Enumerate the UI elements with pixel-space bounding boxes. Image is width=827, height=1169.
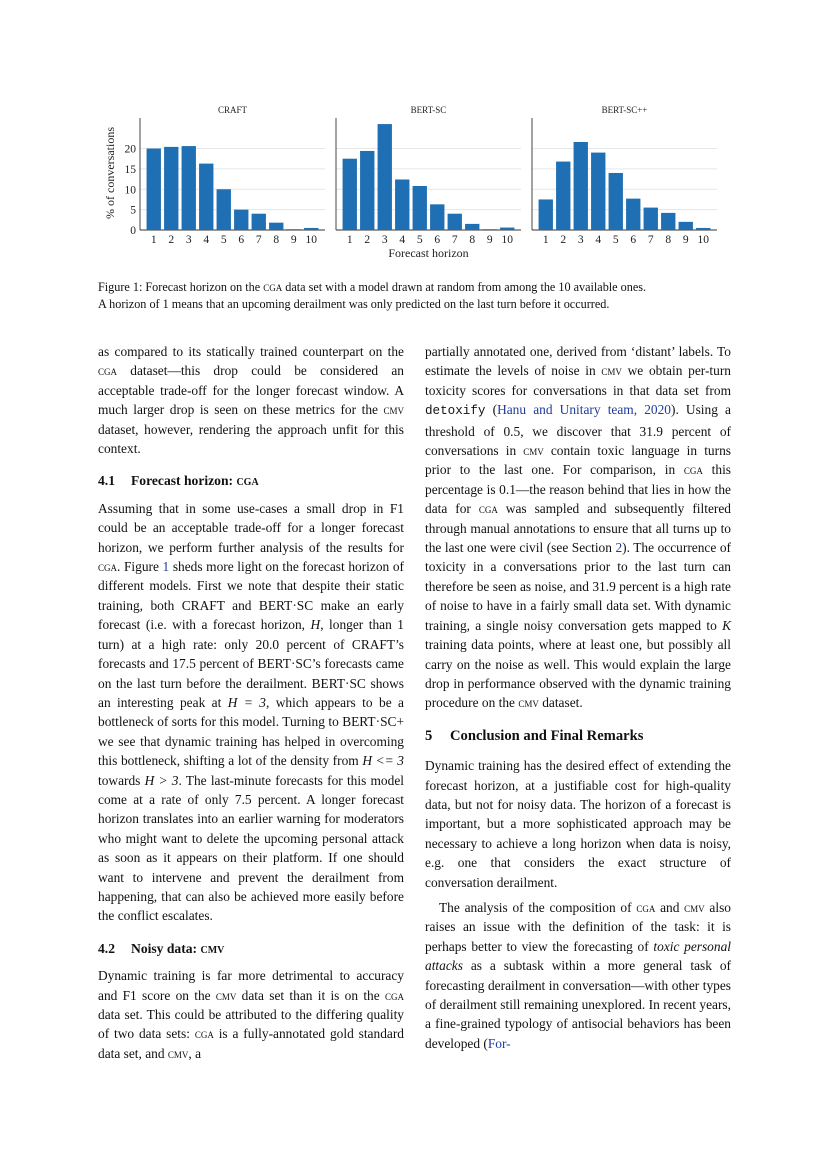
bar [483, 229, 497, 230]
y-tick-label: 10 [124, 184, 136, 197]
bar [696, 228, 710, 230]
bar [679, 222, 693, 230]
section-heading-5: 5 Conclusion and Final Remarks [425, 727, 644, 744]
x-tick-label: 10 [697, 234, 709, 246]
x-tick-label: 3 [185, 234, 192, 246]
x-tick-label: 7 [451, 234, 458, 246]
x-tick-label: 5 [220, 234, 227, 246]
x-tick-label: 10 [501, 234, 513, 246]
bar [644, 208, 658, 230]
left-column [98, 342, 404, 1063]
bar [591, 153, 605, 230]
x-tick-label: 4 [595, 234, 602, 246]
section-heading-4-2: 4.2 Noisy data: cmv [98, 940, 225, 956]
chart-title: CRAFT [217, 105, 248, 115]
bar [182, 146, 196, 230]
x-axis-label: Forecast horizon [388, 246, 469, 260]
section-heading-4-1: 4.1 Forecast horizon: cga [98, 473, 259, 489]
figure-caption [98, 279, 731, 313]
x-tick-label: 1 [346, 234, 353, 246]
x-tick-label: 6 [434, 234, 441, 246]
x-tick-label: 1 [150, 234, 157, 246]
section-reference-link[interactable]: 2 [615, 540, 623, 556]
caption-text: data set with a model drawn at random from among the 10 available ones. [282, 280, 647, 294]
paragraph: as compared to its statically trained counterpart on the cga dataset—this drop could be considered an acceptable trade-off for the longer forecast window. A much larger drop is seen on these metrics for the cmv dataset, however, rendering the approach unfit for this context. [98, 344, 404, 457]
paragraph: Dynamic training is far more detrimental to accuracy and F1 score on the cmv data set than it is on the cga data set. This could be attributed to the differing quality of two data sets: cga is a fully-annotated gold standard data set, and cmv, a [98, 968, 404, 1061]
caption-text: Figure 1: Forecast horizon on the [98, 280, 264, 294]
bar [360, 151, 374, 230]
bar [234, 210, 248, 230]
caption-text: A horizon of 1 means that an upcoming derailment was only predicted on the last turn before it occurred. [98, 297, 610, 311]
figure-1 [100, 100, 730, 275]
x-tick-label: 10 [305, 234, 317, 246]
bar [395, 179, 409, 230]
citation-link[interactable]: Hanu and Unitary team, 2020 [497, 402, 671, 418]
bar [164, 147, 178, 230]
right-column [425, 342, 731, 1053]
x-tick-label: 3 [577, 234, 584, 246]
x-tick-label: 8 [273, 234, 280, 246]
x-tick-label: 9 [682, 234, 689, 246]
bar [626, 199, 640, 230]
bar [269, 223, 283, 230]
bar [556, 162, 570, 230]
caption-dataset-name: cga [263, 280, 283, 294]
bar [304, 228, 318, 230]
x-tick-label: 5 [612, 234, 619, 246]
bar [287, 229, 301, 230]
bar [378, 124, 392, 230]
chart-title: BERT-SC++ [601, 105, 648, 115]
x-tick-label: 2 [560, 234, 567, 246]
x-tick-label: 8 [665, 234, 672, 246]
bar [539, 199, 553, 230]
bar [199, 164, 213, 230]
bar [413, 186, 427, 230]
x-tick-label: 8 [469, 234, 476, 246]
x-tick-label: 6 [238, 234, 245, 246]
bar [574, 142, 588, 230]
forecast-horizon-charts [100, 100, 730, 275]
x-tick-label: 6 [630, 234, 637, 246]
x-tick-label: 4 [203, 234, 210, 246]
bar [448, 214, 462, 230]
bar [465, 224, 479, 230]
x-tick-label: 5 [416, 234, 423, 246]
chart-panel-1 [103, 105, 325, 246]
y-tick-label: 20 [124, 143, 136, 156]
bar [217, 189, 231, 230]
x-tick-label: 3 [381, 234, 388, 246]
x-tick-label: 9 [290, 234, 297, 246]
bar [661, 213, 675, 230]
bar [252, 214, 266, 230]
paragraph: Assuming that in some use-cases a small drop in F1 could be an acceptable trade-off for a longer forecast horizon, we perform further analysis of the results for cga. Figure 1 sheds more light on the forecast horizon of different models. First we note that despite their static training, both CRAFT and BERT·SC make an early forecast (i.e. with a forecast horizon, H, longer than 1 turn) at a high rate: only 20.0 percent of CRAFT’s forecasts and 17.5 percent of BERT·SC’s forecasts came on the last turn before the derailment. BERT·SC shows an interesting peak at H = 3, which appears to be a bottleneck of sorts for this model. Turning to BERT·SC+ we see that dynamic training has helped in overcoming this bottleneck, shifting a lot of the density from H <= 3 towards H > 3. The last-minute forecasts for this model come at a rate of only 7.5 percent. A longer forecast horizon translates into an earlier warning for moderators who might want to delete the upcoming personal attack as soon as it appears on their platform. If one should want to intervene and prevent the derailment from happening, that can also be achieved more easily before the conflict escalates. [98, 500, 404, 924]
chart-panel-2 [336, 105, 521, 260]
bar [430, 204, 444, 230]
bar [147, 149, 161, 230]
bar [343, 159, 357, 230]
paragraph: The analysis of the composition of cga and cmv also raises an issue with the definition of the task: it is perhaps better to view the forecasting of toxic personal attacks as a subtask within a more general task of forecasting derailment in conversation—with other types of derailment still remaining unexplored. In recent years, a fine-grained typology of antisocial behaviors has been developed (For- [425, 899, 732, 1051]
x-tick-label: 1 [542, 234, 549, 246]
y-tick-label: 0 [130, 225, 136, 237]
x-tick-label: 7 [647, 234, 654, 246]
y-axis-label: % of conversations [103, 127, 117, 219]
x-tick-label: 4 [399, 234, 406, 246]
bar [500, 228, 514, 230]
y-tick-label: 5 [130, 204, 136, 217]
x-tick-label: 9 [486, 234, 493, 246]
y-tick-label: 15 [124, 163, 136, 176]
chart-panel-3 [532, 105, 717, 246]
citation-link[interactable]: For- [487, 1035, 511, 1051]
paragraph: partially annotated one, derived from ‘distant’ labels. To estimate the levels of noise in cmv we obtain per-turn toxicity scores for conversations in that data set from detoxify (Hanu and Unitary team, 2020). Using a threshold of 0.5, we discover that 31.9 percent of conversations in cmv contain toxic language in turns prior to the last one. For comparison, in cga this percentage is 0.1—the reason behind that lies in how the data for cga was sampled and subsequently filtered through manual annotations to ensure that all turns up to the last one were civil (see Section 2). The occurrence of toxicity in a conversations prior to the last turn can therefore be seen as noise, and 31.9 percent is a high rate of noise to have in a fairly small data set. With dynamic training, a single noisy conversation gets mapped to K training data points, where at least one, but possibly all carry on the noise as well. This would explain the large drop in performance observed with the dynamic training procedure on the cmv dataset. [425, 344, 731, 711]
x-tick-label: 7 [255, 234, 262, 246]
figure-reference-link[interactable]: 1 [162, 559, 170, 575]
x-tick-label: 2 [168, 234, 175, 246]
bar [609, 173, 623, 230]
x-tick-label: 2 [364, 234, 371, 246]
paragraph: Dynamic training has the desired effect of extending the forecast horizon, at a justifiable cost for high-quality data, but not for noisy data. The horizon of a forecast is important, but a more sophisticated approach may be necessary to achieve a long horizon when data is noisy, e.g. one that considers the exact structure of conversation derailment. [425, 758, 731, 890]
chart-title: BERT-SC [410, 105, 447, 115]
